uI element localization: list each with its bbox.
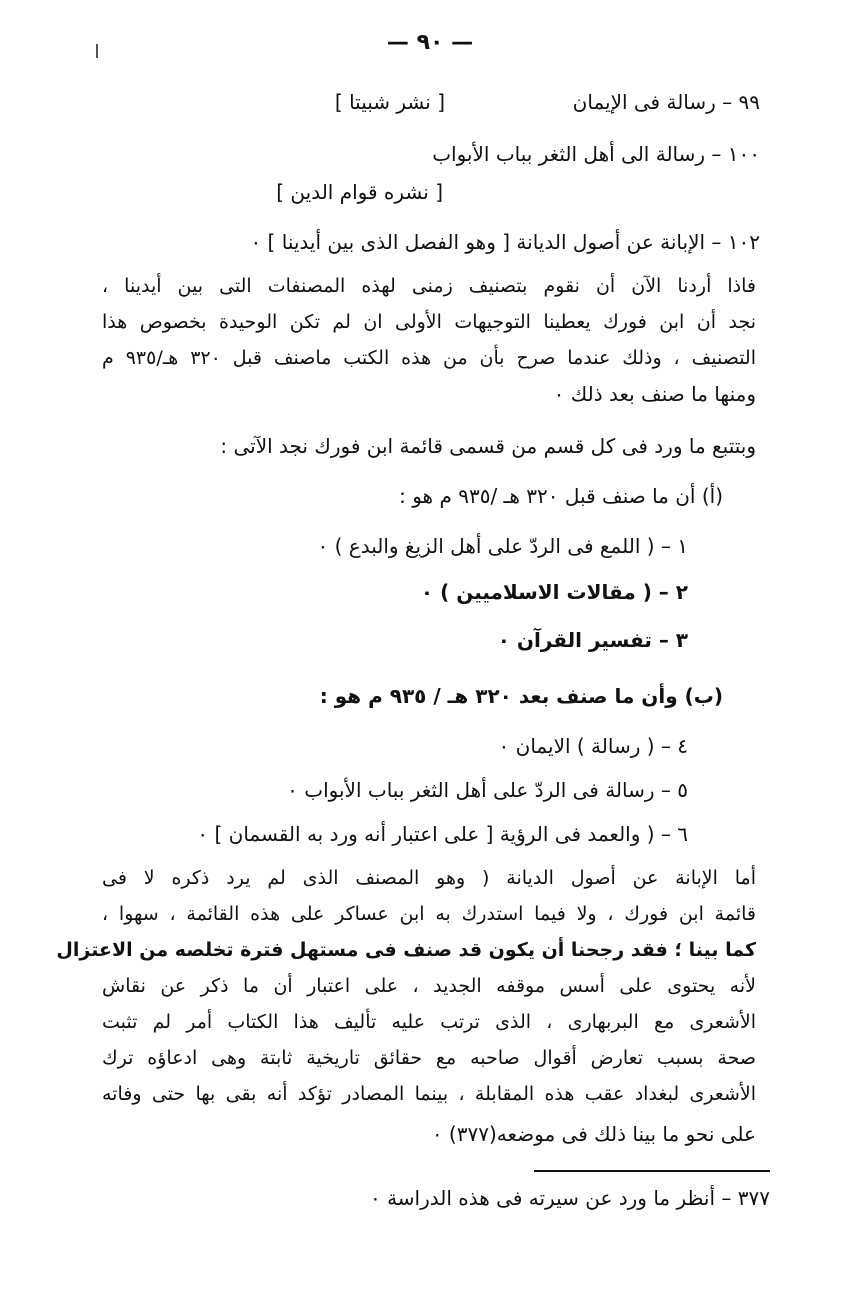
item-100-note: [ نشره قوام الدين ] [276,180,443,204]
section-a-item: ٢ – ( مقالات الاسلاميين ) ٠ [420,580,688,604]
section-a-item: ٣ – تفسير القرآن ٠ [497,628,688,652]
item-100-title: ١٠٠ – رسالة الى أهل الثغر بباب الأبواب [432,142,760,166]
paragraph-2-line: الأشعرى لبغداد عقب هذه المقابلة ، بينما المصادر تؤكد أنه بقى بها حتى وفاته [102,1083,756,1105]
paragraph-2-line: لأنه يحتوى على أسس موقفه الجديد ، على اعتبار أن ما ذكر عن نقاش [102,975,756,997]
section-a-heading: (أ) أن ما صنف قبل ٣٢٠ هـ /٩٣٥ م هو : [399,484,723,508]
paragraph-1-line: التصنيف ، وذلك عندما صرح بأن من هذه الكتب ماصنف قبل ٣٢٠ هـ/٩٣٥ م [102,347,756,369]
paragraph-2-line: صحة بسبب تعارض أقوال صاحبه مع حقائق تاريخية ثابتة وهى ادعاؤه ترك [102,1047,756,1069]
paragraph-2-line: قائمة ابن فورك ، ولا فيما استدرك به ابن عساكر على هذه القائمة ، سهوا ، [102,903,756,925]
paragraph-2-line: أما الإبانة عن أصول الديانة ( وهو المصنف الذى لم يرد ذكره لا فى [102,867,756,889]
section-b-item: ٤ – ( رسالة ) الايمان ٠ [498,734,688,758]
section-b-heading: (ب) وأن ما صنف بعد ٣٢٠ هـ / ٩٣٥ م هو : [319,684,723,708]
section-b-item: ٦ – ( والعمد فى الرؤية [ على اعتبار أنه ورد به القسمان ] ٠ [197,822,688,846]
paragraph-1-line: نجد أن ابن فورك يعطينا التوجيهات الأولى ان لم تكن الوحيدة بخصوص هذا [102,311,756,333]
intro-line: وبتتبع ما ورد فى كل قسم من قسمى قائمة ابن فورك نجد الآتى : [220,434,756,458]
paragraph-2-line: الأشعرى مع البربهارى ، الذى ترتب عليه تأليف هذا الكتاب أمر لم تثبت [102,1011,756,1033]
paragraph-1-line: ومنها ما صنف بعد ذلك ٠ [553,382,756,406]
item-99-note: [ نشر شبيتا ] [334,90,445,114]
section-a-item: ١ – ( اللمع فى الردّ على أهل الزيغ والبدع ) ٠ [317,534,688,558]
page-number: — ٩٠ — [386,30,474,55]
section-b-item: ٥ – رسالة فى الردّ على أهل الثغر بباب الأبواب ٠ [287,778,688,802]
paragraph-2-line: كما بينا ؛ فقد رجحنا أن يكون قد صنف فى مستهل فترة تخلصه من الاعتزال [56,939,756,961]
paragraph-2-line: على نحو ما بينا ذلك فى موضعه(٣٧٧) ٠ [431,1122,756,1146]
item-102: ١٠٢ – الإبانة عن أصول الديانة [ وهو الفصل الذى بين أيدينا ] ٠ [250,230,760,254]
scan-mark [96,44,98,58]
footnote-divider [534,1170,770,1172]
footnote: ٣٧٧ – أنظر ما ورد عن سيرته فى هذه الدراسة ٠ [369,1186,770,1210]
item-99-title: ٩٩ – رسالة فى الإيمان [572,90,760,114]
paragraph-1-line: فاذا أردنا الآن أن نقوم بتصنيف زمنى لهذه المصنفات التى بين أيدينا ، [102,275,756,297]
